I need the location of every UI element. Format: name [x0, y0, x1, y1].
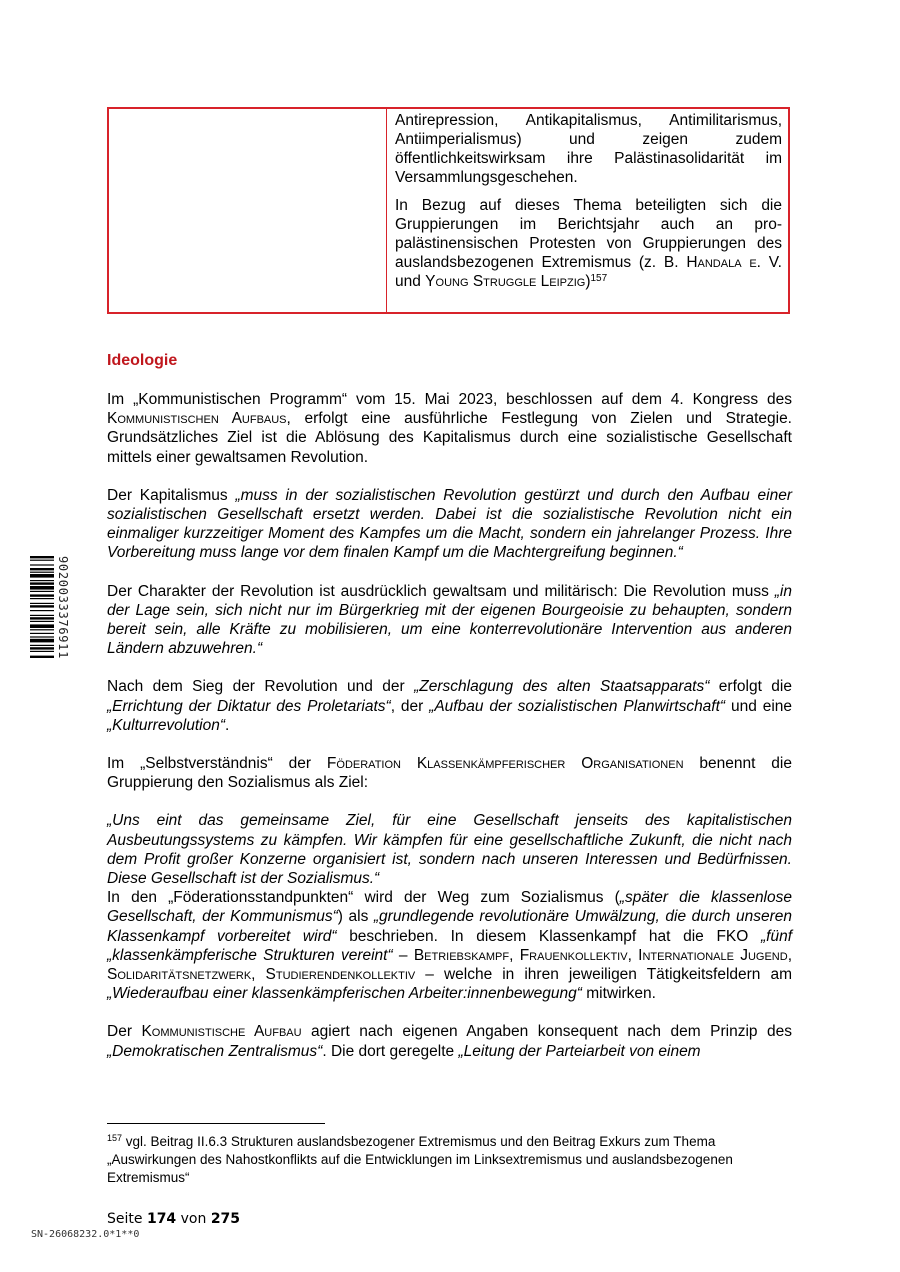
paragraph: Der Kapitalismus „muss in der sozialistischen Revolution gestürzt und durch den Aufbau einer sozialistischen Gesellschaft ersetzt werden. Dabei ist die sozialistische Revolution nicht ein einmaliger kurzzeitiger Moment des Kampfes um die Macht, sondern ein jahrelanger Prozess. Ihre Vorbereitung muss lange vor dem finalen Kampf um die Machtergreifung beginnen.“ [107, 486, 792, 562]
barcode-bar [30, 610, 54, 611]
quote: „in der Lage sein, sich nicht nur im Bürgerkrieg mit der eigenen Bourgeoisie zu behaupten, sondern bereit sein, alle Kräfte zu mobilisieren, um eine konterrevolutionäre Intervention aus anderen Ländern abzuwehren.“ [107, 582, 792, 658]
paragraph: In den „Föderationsstandpunkten“ wird der Weg zum Sozialismus („später die klassenlose Gesellschaft, der Kommunismus“) als „grundlegende revolutionäre Umwälzung, die durch unseren Klassenkampf vorbereitet wird“ beschrieben. In diesem Klassenkampf hat die FKO „fünf „klassenkämpferische Strukturen vereint“ – Betriebskampf, Frauenkollektiv, Internationale Jugend, Solidaritätsnetzwerk, Studierendenkollektiv – welche in ihren jeweiligen Tätigkeitsfeldern am „Wiederaufbau einer klassenkämpferischen Arbeiter:innenbewegung“ mitwirken. [107, 889, 793, 1003]
barcode-bar [30, 598, 54, 599]
barcode-bar [30, 572, 54, 573]
document-id: SN-26068232.0*1**0 [31, 1229, 140, 1240]
quote: „fünf „klassenkämpferische Strukturen vereint“ [107, 927, 793, 964]
barcode-bar [30, 586, 54, 590]
paragraph: Der Kommunistische Aufbau agiert nach eigenen Angaben konsequent nach dem Prinzip des „Demokratischen Zentralismus“. Die dort geregelte „Leitung der Parteiarbeit von einem [107, 1023, 792, 1060]
org-name: Handala e. V. [686, 254, 782, 271]
barcode-bar [30, 605, 54, 607]
barcode-bar [30, 603, 54, 604]
paragraph: Im „Selbstverständnis“ der Föderation Klassenkämpferischer Organisationen benennt die Gruppierung den Sozialismus als Ziel: [107, 755, 792, 792]
barcode-bar [30, 574, 54, 578]
footnote: $^{157}$ vgl. Beitrag II.6.3 Strukturen auslandsbezogener Extremismus und den Beitrag Exkurs zum Thema „Auswirkungen des Nahostkonflikts auf die Entwicklungen im Linksextremismus und auslandsbezogenen Extremismus“ [107, 1133, 733, 1185]
table-cell-text [395, 111, 782, 300]
quote: „grundlegende revolutionäre Umwälzung, die durch unseren Klassenkampf vorbereitet wird“ [107, 908, 792, 945]
quote: „Aufbau der sozialistischen Planwirtschaft“ [429, 697, 726, 715]
barcode-bar [30, 556, 54, 558]
barcode-bar [30, 636, 54, 637]
barcode-bar [30, 624, 54, 628]
body-text [107, 390, 792, 1080]
barcode-bar [30, 564, 54, 565]
barcode-bar [30, 639, 54, 643]
org-names: Betriebskampf, Frauenkollektiv, Internationale Jugend, Solidaritätsnetzwerk, Studierendenkollektiv [107, 946, 792, 984]
barcode-bar [30, 560, 54, 561]
paragraph: Nach dem Sieg der Revolution und der „Zerschlagung des alten Staatsapparats“ erfolgt die „Errichtung der Diktatur des Proletariats“, der „Aufbau der sozialistischen Planwirtschaft“ und eine „Kulturrevolution“. [107, 678, 793, 734]
barcode-bar [30, 594, 54, 596]
barcode-bar [30, 582, 54, 584]
section-heading: Ideologie [107, 352, 178, 369]
quote: „Leitung der Parteiarbeit von einem [458, 1042, 701, 1060]
footnote-number: 157 [107, 1133, 123, 1143]
quote: „Zerschlagung des alten Staatsapparats“ [414, 678, 710, 696]
quote: „Demokratischen Zentralismus“ [107, 1042, 323, 1060]
quote: „Kulturrevolution“ [107, 716, 226, 734]
quote: „später die klassenlose Gesellschaft, der Kommunismus“ [107, 889, 792, 926]
table-continuation [107, 107, 790, 314]
barcode-bar [30, 591, 54, 592]
barcode-bars [30, 556, 54, 716]
org-name: Young Struggle Leipzig [425, 273, 586, 290]
barcode-digits: 9020033376911 [56, 556, 70, 660]
table-cell-paragraph-1: Antirepression, Antikapitalismus, Antimilitarismus, Antiimperialismus) und zeigen zudem öffentlichkeitswirksam ihre Palästinasolidarität im Versammlungsgeschehen. [395, 112, 782, 186]
barcode-bar [30, 647, 54, 649]
barcode-bar [30, 656, 54, 658]
org-name: Föderation Klassenkämpferischer Organisationen [326, 755, 684, 773]
paragraph: Im „Kommunistischen Programm“ vom 15. Mai 2023, beschlossen auf dem 4. Kongress des Kommunistischen Aufbaus, erfolgt eine ausführliche Festlegung von Zielen und Strategie. Grundsätzliches Ziel ist die Ablösung des Kapitalismus durch eine sozialistische Gesellschaft mittels einer gewaltsamen Revolution. [107, 391, 792, 466]
barcode-bar [30, 580, 54, 581]
page-number: Seite 174 von 275 [107, 1211, 241, 1227]
quote: „Wiederaufbau einer klassenkämpferischen Arbeiter:innenbewegung“ [107, 985, 582, 1003]
footnote-divider [107, 1123, 325, 1124]
table-cell-paragraph-2: In Bezug auf dieses Thema beteiligten sich die Gruppierungen im Berichtsjahr auch an pro-palästinensischen Protesten von Gruppierungen des auslandsbezogenen Extremismus (z. B. Handala e. V. und Young Struggle Leipzig)$^{157}$ [395, 197, 782, 290]
paragraph [107, 811, 792, 888]
barcode-bar [30, 621, 54, 622]
barcode-bar [30, 645, 54, 646]
barcode-bar [30, 615, 54, 616]
org-name: Kommunistische Aufbau [141, 1023, 302, 1041]
quote: „Uns eint das gemeinsame Ziel, für eine Gesellschaft jenseits des kapitalistischen Ausbeutungssystems zu kämpfen. Wir kämpfen für eine gesellschaftliche Zukunft, die nicht nach dem Profit großer Konzerne organisiert ist, sondern nach unseren Interessen und Bedürfnissen. Diese Gesellschaft ist der Sozialismus.“ [107, 812, 792, 888]
paragraph: Der Charakter der Revolution ist ausdrücklich gewaltsam und militärisch: Die Revolution muss „in der Lage sein, sich nicht nur im Bürgerkrieg mit der eigenen Bourgeoisie zu behaupten, sondern bereit sein, alle Kräfte zu mobilisieren, um eine konterrevolutionäre Intervention aus anderen Ländern abzuwehren.“ [107, 582, 792, 658]
barcode [30, 556, 68, 716]
quote: „muss in der sozialistischen Revolution gestürzt und durch den Aufbau einer sozialistischen Gesellschaft ersetzt werden. Dabei ist die sozialistische Revolution nicht ein einmaliger kurzzeitiger Moment des Kampfes um die Macht, sondern ein jahrelanger Prozess. Ihre Vorbereitung muss lange vor dem finalen Kampf um die Machtergreifung beginnen.“ [107, 486, 792, 562]
quote: „Errichtung der Diktatur des Proletariats“ [107, 697, 391, 715]
barcode-bar [30, 629, 54, 630]
barcode-bar [30, 651, 54, 652]
barcode-bar [30, 633, 54, 634]
table-column-divider [386, 109, 387, 312]
org-name: Kommunistischen Aufbaus [107, 410, 287, 428]
barcode-bar [30, 568, 54, 570]
barcode-bar [30, 617, 54, 619]
footnote-ref[interactable]: 157 [590, 273, 608, 284]
